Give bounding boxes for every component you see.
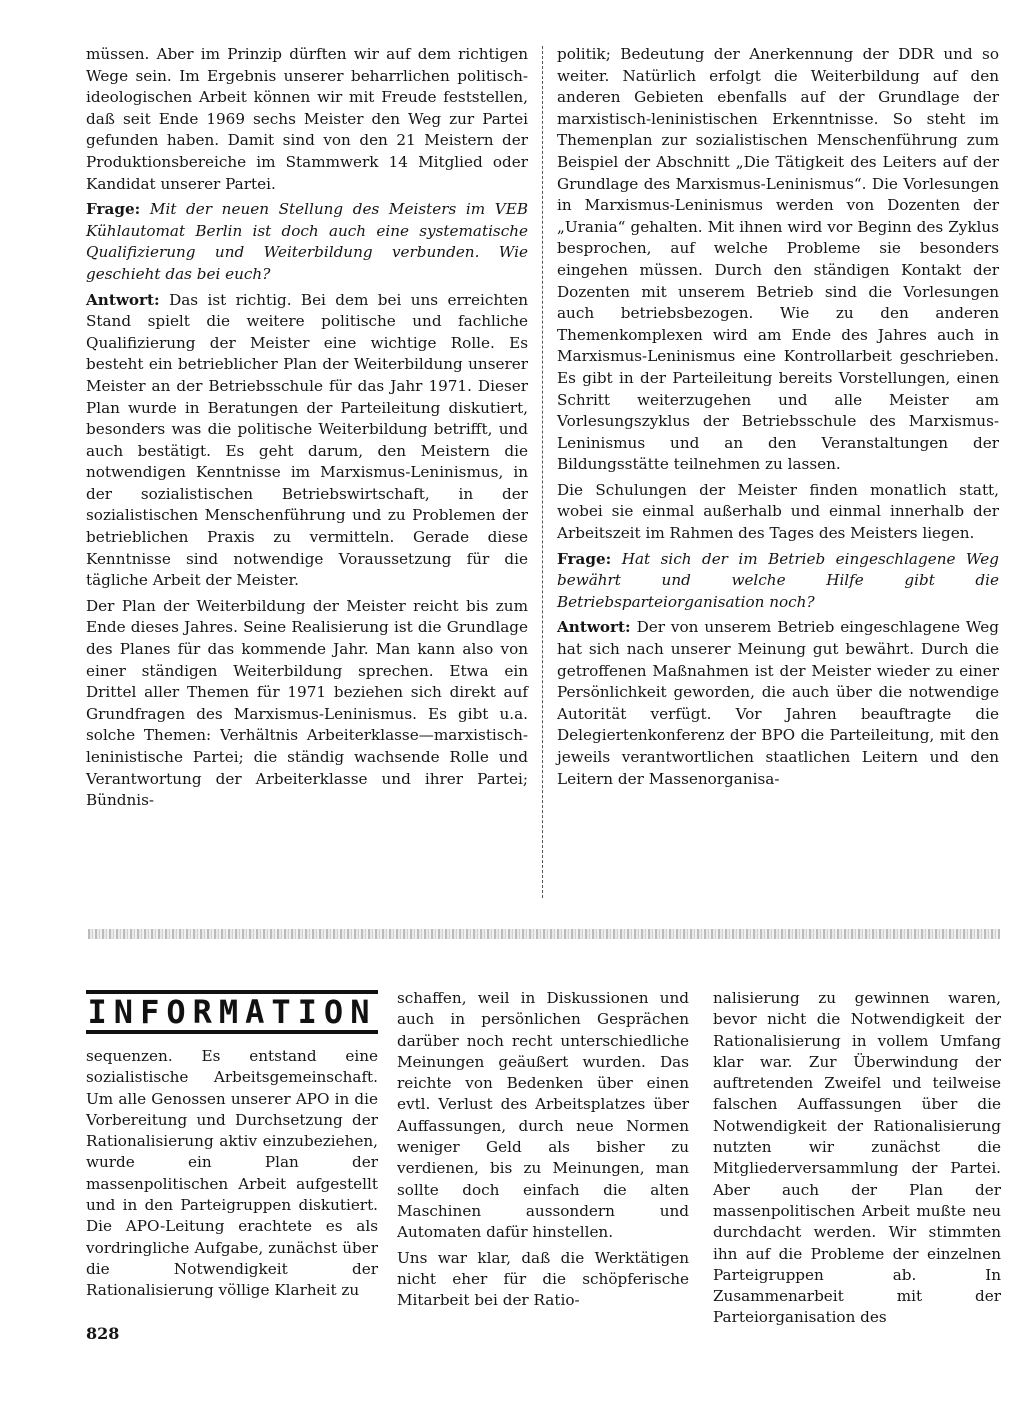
information-column-2 xyxy=(397,988,689,1315)
paragraph: Uns war klar, daß die Werktätigen nicht eher für die schöpferische Mitarbeit bei der Ratio- xyxy=(397,1248,689,1310)
question-label: Frage: xyxy=(557,549,612,568)
paragraph: Der Plan der Weiterbildung der Meister reicht bis zum Ende dieses Jahres. Seine Realisierung ist die Grundlage des Planes für das kommende Jahr. Man kann also von einer ständigen Weiterbildung sprechen. Etwa ein Drittel aller Themen für 1971 beziehen sich direkt auf Grundfragen des Marxismus-Leninismus. Es gibt u.a. solche Themen: Verhältnis Arbeiterklasse—marxistisch-leninistische Partei; die ständig wachsende Rolle und Verantwortung der Arbeiterklasse und ihrer Partei; Bündnis- xyxy=(86,596,528,810)
page-number: 828 xyxy=(86,1324,120,1343)
article-column-left xyxy=(86,44,528,816)
question-text: Mit der neuen Stellung des Meisters im VEB Kühlautomat Berlin ist doch auch eine systematische Qualifizierung und Weiterbildung verbunden. Wie geschieht das bei euch? xyxy=(86,200,529,283)
paragraph: Die Schulungen der Meister finden monatlich statt, wobei sie einmal außerhalb und einmal innerhalb der Arbeitszeit im Rahmen des Tages des Meisters liegen. xyxy=(557,480,999,543)
information-column-3 xyxy=(713,988,1001,1333)
question-label: Frage: xyxy=(86,200,141,219)
article-column-right xyxy=(557,44,999,794)
paragraph: sequenzen. Es entstand eine sozialistische Arbeitsgemeinschaft. Um alle Genossen unserer APO in die Vorbereitung und Durchsetzung der Rationalisierung aktiv einzubeziehen, wurde ein Plan der massenpolitischen Arbeit aufgestellt und in den Parteigruppen diskutiert. Die APO-Leitung erachtete es als vordringliche Aufgabe, zunächst über die Notwendigkeit der Rationalisierung völlige Klarheit zu xyxy=(86,1047,378,1300)
paragraph: schaffen, weil in Diskussionen und auch in persönlichen Gesprächen darüber noch recht unterschiedliche Meinungen geäußert wurden. Das reichte von Bedenken über einen evtl. Verlust des Arbeitsplatzes über Auffassungen, durch neue Normen weniger Geld als bisher zu verdienen, bis zu Meinungen, man sollte doch einfach die alten Maschinen aussondern und Automaten dafür hinstellen. xyxy=(397,989,689,1242)
information-header xyxy=(86,990,378,1034)
answer-label: Antwort: xyxy=(86,290,160,309)
answer-text: Das ist richtig. Bei dem bei uns erreichten Stand spielt die weitere politische und fachliche Qualifizierung der Meister eine wichtige Rolle. Es besteht ein betrieblicher Plan der Weiterbildung unserer Meister an der Betriebsschule für das Jahr 1971. Dieser Plan wurde in Beratungen der Parteileitung diskutiert, besonders was die politische Weiterbildung betrifft, und auch bestätigt. Es geht darum, den Meistern die notwendigen Kenntnisse im Marxismus-Leninismus, in der sozialistischen Betriebswirtschaft, in der sozialistischen Menschenführung und zu Problemen der betrieblichen Praxis zu vermitteln. Gerade diese Kenntnisse sind notwendige Voraussetzung für die tägliche Arbeit der Meister. xyxy=(86,290,529,590)
question-paragraph xyxy=(557,549,999,614)
answer-text: Der von unserem Betrieb eingeschlagene Weg hat sich nach unserer Meinung gut bewährt. Durch die getroffenen Maßnahmen ist der Meister wieder zu einer Persönlichkeit geworden, die auch über die notwendige Autorität verfügt. Vor Jahren beauftragte die Delegiertenkonferenz der BPO die Parteileitung, mit den jeweils verantwortlichen staatlichen Leitern und den Leitern der Massenorganisa- xyxy=(557,618,999,788)
paragraph: müssen. Aber im Prinzip dürften wir auf dem richtigen Wege sein. Im Ergebnis unserer beharrlichen politisch-ideologischen Arbeit können wir mit Freude feststellen, daß seit Ende 1969 sechs Meister den Weg zur Partei gefunden haben. Damit sind von den 21 Meistern der Produktionsbereiche im Stammwerk 14 Mitglied oder Kandidat unserer Partei. xyxy=(86,45,528,193)
answer-label: Antwort: xyxy=(557,618,631,637)
answer-paragraph xyxy=(557,617,999,790)
paragraph: nalisierung zu gewinnen waren, bevor nicht die Notwendigkeit der Rationalisierung in vollem Umfang klar war. Zur Überwindung der auftretenden Zweifel und teilweise falschen Auffassungen über die Notwendigkeit der Rationalisierung nutzten wir zunächst die Mitgliederversammlung der Partei. Aber auch der Plan der massenpolitischen Arbeit mußte neu durchdacht werden. Wir stimmten ihn auf die Probleme der einzelnen Parteigruppen ab. In Zusammenarbeit mit der Parteiorganisation des xyxy=(713,989,1001,1327)
information-column-1 xyxy=(86,1046,378,1306)
section-separator xyxy=(88,929,1000,939)
question-text: Hat sich der im Betrieb eingeschlagene Weg bewährt und welche Hilfe gibt die Betriebsparteiorganisation noch? xyxy=(557,549,1000,611)
column-divider xyxy=(542,46,544,898)
answer-paragraph xyxy=(86,290,528,592)
paragraph: politik; Bedeutung der Anerkennung der DDR und so weiter. Natürlich erfolgt die Weiterbildung auf den anderen Gebieten ebenfalls auf der Grundlage der marxistisch-leninistischen Erkenntnisse. So steht im Themenplan zur sozialistischen Menschenführung zum Beispiel der Abschnitt „Die Tätigkeit des Leiters auf der Grundlage des Marxismus-Leninismus“. Die Vorlesungen in Marxismus-Leninismus werden von Dozenten der „Urania“ gehalten. Mit ihnen wird vor Beginn des Zyklus besprochen, auf welche Probleme sie besonders eingehen müssen. Durch den ständigen Kontakt der Dozenten mit unserem Betrieb sind die Vorlesungen auch betriebsbezogen. Wie zu den anderen Themenkomplexen wird am Ende des Jahres auch in Marxismus-Leninismus eine Kontrollarbeit geschrieben. Es gibt in der Parteileitung bereits Vorstellungen, einen Schritt weiterzugehen und alle Meister am Vorlesungszyklus der Betriebsschule des Marxismus-Leninismus und an den Veranstaltungen der Bildungsstätte teilnehmen zu lassen. xyxy=(557,45,999,474)
information-title: INFORMATION xyxy=(87,993,377,1031)
question-paragraph xyxy=(86,199,528,285)
